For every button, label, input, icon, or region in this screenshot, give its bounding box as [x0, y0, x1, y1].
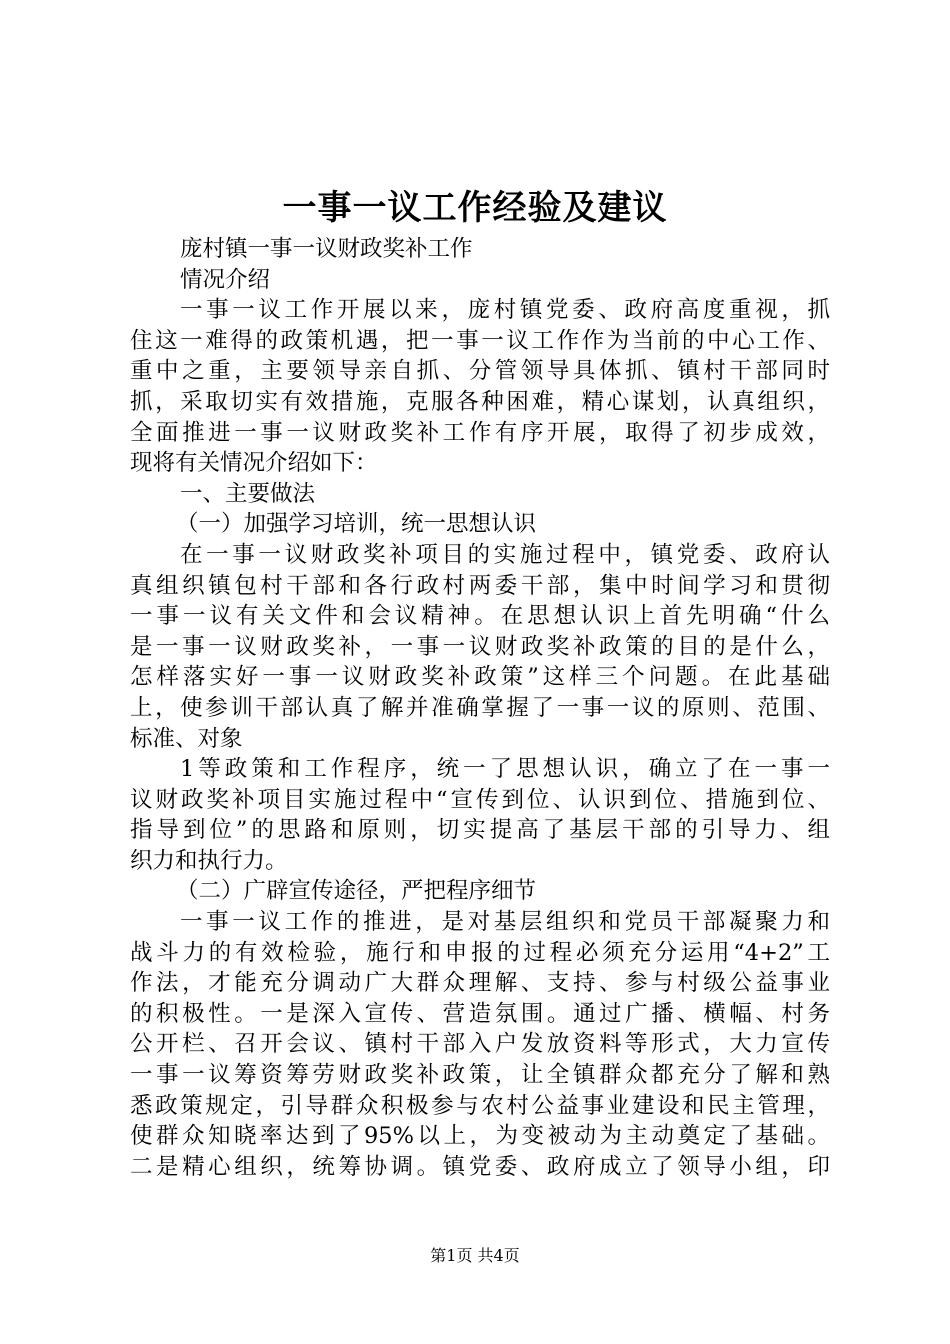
- body-line: 议财政奖补项目实施过程中“宣传到位、认识到位、措施到位、: [130, 786, 830, 813]
- page-footer: 第1页 共4页: [430, 1246, 520, 1265]
- body-line: 现将有关情况介绍如下：: [130, 450, 378, 477]
- body-line: 战斗力的有效检验，施行和申报的过程必须充分运用“4+2”工: [130, 939, 830, 966]
- body-line: 织力和执行力。: [130, 847, 288, 874]
- body-line: 情况介绍: [180, 266, 271, 293]
- body-line: 抓，采取切实有效措施，克服各种困难，精心谋划，认真组织，: [130, 388, 830, 415]
- body-line: 怎样落实好一事一议财政奖补政策”这样三个问题。在此基础: [130, 664, 830, 691]
- document-title: 一事一议工作经验及建议: [282, 188, 668, 228]
- body-line: 庞村镇一事一议财政奖补工作: [180, 236, 473, 262]
- body-line: （一）加强学习培训，统一思想认识: [176, 511, 537, 538]
- body-line: 一事一议工作开展以来，庞村镇党委、政府高度重视，抓: [180, 297, 830, 324]
- body-line: 是一事一议财政奖补，一事一议财政奖补政策的目的是什么，: [130, 633, 830, 660]
- body-line: 的积极性。一是深入宣传、营造氛围。通过广播、横幅、村务: [130, 1000, 830, 1027]
- body-line: 悉政策规定，引导群众积极参与农村公益事业建设和民主管理，: [130, 1092, 830, 1119]
- body-line: 重中之重，主要领导亲自抓、分管领导具体抓、镇村干部同时: [130, 358, 830, 385]
- body-line: 一事一议有关文件和会议精神。在思想认识上首先明确“什么: [130, 603, 830, 630]
- body-line: 真组织镇包村干部和各行政村两委干部，集中时间学习和贯彻: [130, 572, 830, 599]
- body-line: 上，使参训干部认真了解并准确掌握了一事一议的原则、范围、: [130, 694, 830, 721]
- body-line: 在一事一议财政奖补项目的实施过程中，镇党委、政府认: [180, 541, 830, 568]
- body-line: 二是精心组织，统筹协调。镇党委、政府成立了领导小组，印: [130, 1153, 830, 1180]
- body-line: （二）广辟宣传途径，严把程序细节: [176, 878, 537, 905]
- body-line: 一事一议筹资筹劳财政奖补政策，让全镇群众都充分了解和熟: [130, 1062, 830, 1089]
- body-line: 公开栏、召开会议、镇村干部入户发放资料等形式，大力宣传: [130, 1031, 830, 1058]
- body-line: 一、主要做法: [180, 480, 316, 507]
- body-line: 一事一议工作的推进，是对基层组织和党员干部凝聚力和: [180, 909, 830, 936]
- body-line: 全面推进一事一议财政奖补工作有序开展，取得了初步成效，: [130, 419, 830, 446]
- body-line: 使群众知晓率达到了95%以上，为变被动为主动奠定了基础。: [130, 1123, 830, 1150]
- body-line: 指导到位”的思路和原则，切实提高了基层干部的引导力、组: [130, 817, 830, 844]
- body-line: 标准、对象: [130, 725, 243, 752]
- body-line: 作法，才能充分调动广大群众理解、支持、参与村级公益事业: [130, 970, 830, 997]
- body-line: 住这一难得的政策机遇，把一事一议工作作为当前的中心工作、: [130, 327, 830, 354]
- body-line: 1等政策和工作程序，统一了思想认识，确立了在一事一: [180, 756, 830, 783]
- document-body: [130, 234, 830, 1182]
